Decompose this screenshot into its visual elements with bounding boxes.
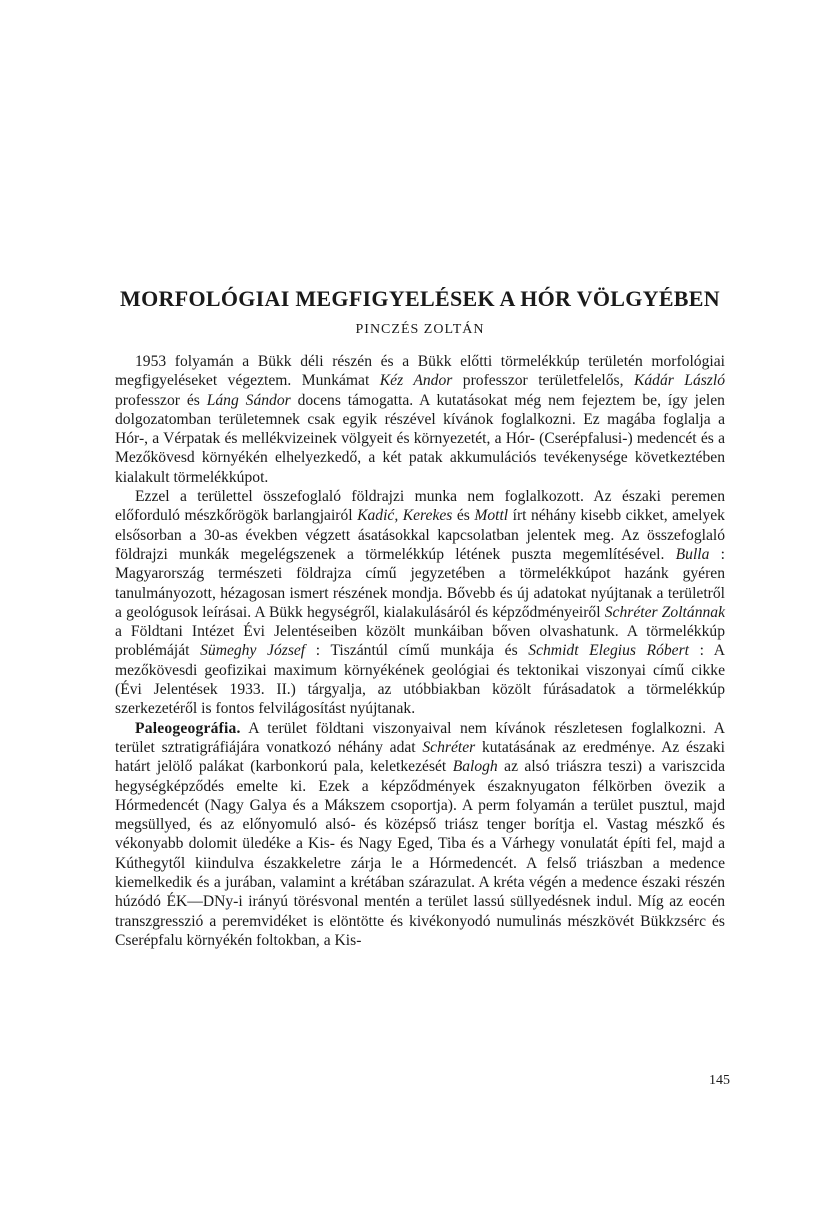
italic-name: Kadić, Kerekes (357, 507, 453, 525)
italic-name: Schmidt Elegius Róbert (528, 642, 690, 660)
text-run: : A mezőkövesdi geofizikai maximum környékének geológiai és tektonikai viszonyai című cikke (Évi Jelentések 1933. II.) tárgyalja, az utóbbiakban közölt fúrásadatok a törmelékkúp szerkezetéről is fontos felvilágosítást nyújtanak. (115, 642, 726, 718)
text-run: : Magyarország természeti földrajza című jegyzetében a törmelékkúpot hazánk gyéren tanulmányozott, hézagosan ismert részének mondja. Bővebb és új adatokat nyújtanak a területről a geológusok leírásai. A Bükk hegységről, kialakulásáról és képződményeiről (115, 545, 726, 621)
text-run: kutatásának az eredménye. Az északi határt jelölő palákat (karbonkorú pala, keletkezését (115, 738, 725, 776)
paragraph (115, 352, 725, 487)
paragraph (115, 487, 725, 719)
italic-name: Schréter (422, 738, 476, 756)
text-run: professzor és (115, 391, 207, 409)
text-run: docens támogatta. A kutatásokat még nem fejeztem be, így jelen dolgozatomban területemnek csak egyik részével kívánok foglalkozni. Ez magába foglalja a Hór-, a Vérpatak és mellékvizeinek völgyeit és környezetét, a Hór- (Cserépfalusi-) medencét és a Mezőkövesd környékén elhelyezkedő, a két patak akkumulációs tevékenysége következtében kialakult törmelékkúpot. (115, 391, 725, 486)
italic-name: Kéz Andor (379, 372, 453, 390)
text-run: a Földtani Intézet Évi Jelentéseiben közölt munkáiban bőven olvashatunk. A törmelékkúp problémáját (115, 623, 725, 660)
author-name: PINCZÉS ZOLTÁN (355, 322, 485, 337)
text-run: : Tiszántúl című munkája és (305, 642, 529, 660)
text-run: és (452, 507, 475, 525)
italic-name: Sümeghy József (200, 642, 306, 660)
article-body (115, 352, 725, 950)
italic-name: Schréter Zoltánnak (604, 603, 726, 621)
article-title: MORFOLÓGIAI MEGFIGYELÉSEK A HÓR VÖLGYÉBEN (120, 286, 720, 311)
text-run: professzor területfelelős, (452, 372, 634, 390)
italic-name: Láng Sándor (206, 391, 291, 409)
italic-name: Bulla (675, 545, 710, 563)
text-run: az alsó triászra teszi) a variszcida hegységképződés emelte ki. Ezek a képződmények északnyugaton félkörben övezik a Hórmedencét (Nagy Galya és a Mákszem csoportja). A perm folyamán a terület pusztul, majd megsüllyed, és az előnyomuló alsó- és középső triász tenger borítja el. Vastag mészkő és vékonyabb dolomit üledéke a Kis- és Nagy Eged, Tiba és a Várhegy vonulatát építi fel, majd a Kúthegytől kiindulva északkeletre zárja le a Hórmedencét. A felső triászban a medence kiemelkedik és a jurában, valamint a krétában szárazulat. A kréta végén a medence északi részén húzódó ÉK—DNy-i irányú törésvonal mentén a terület lassú süllyedésnek indul. Míg az eocén transzgresszió a peremvidéket is elöntötte és kivékonyodó numulinás mészkövét Bükkzsérc és Cserépfalu környékén foltokban, a Kis- (115, 758, 725, 949)
text-run: 1953 folyamán a Bükk déli részén és a Bükk előtti törmelékkúp területén morfológiai megfigyeléseket végeztem. Munkámat (115, 353, 725, 390)
italic-name: Balogh (452, 758, 498, 776)
italic-name: Kádár László (633, 372, 726, 390)
page-number: 145 (709, 1073, 730, 1088)
text-run: Ezzel a területtel összefoglaló földrajzi munka nem foglalkozott. Az északi peremen előforduló mészkőrögök barlangjairól (115, 488, 725, 525)
text-run: írt néhány kisebb cikket, amelyek elsősorban a 30-as években végzett ásatásokkal kapcsolatban jelentek meg. Az összefoglaló földrajzi munkák megelégszenek a törmelékkúp létének puszta megemlítésével. (115, 507, 725, 563)
section-heading: Paleogeográfia. (135, 719, 241, 737)
text-run: A terület földtani viszonyaival nem kívánok részletesen foglalkozni. A terület sztratigráfiájára vonatkozó néhány adat (115, 719, 725, 756)
paragraph (115, 719, 725, 951)
italic-name: Mottl (474, 507, 509, 525)
